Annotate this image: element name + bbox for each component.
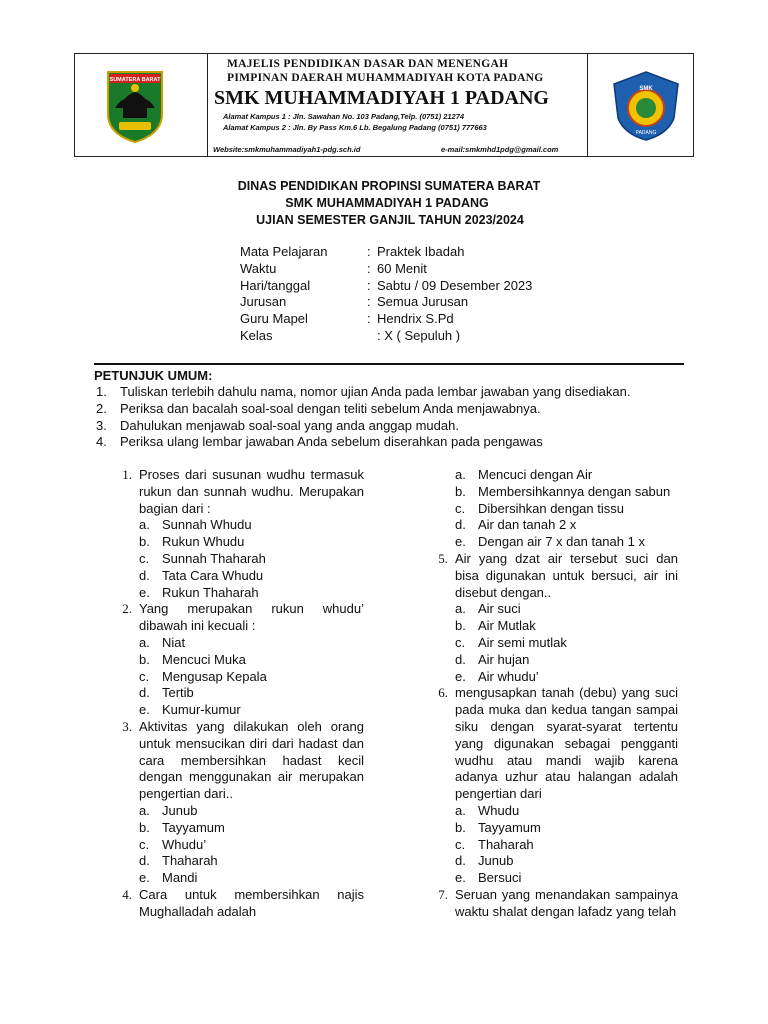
answer-option xyxy=(110,635,364,652)
school-name: SMK MUHAMMADIYAH 1 PADANG xyxy=(214,87,549,109)
question-number: 6. xyxy=(438,685,448,701)
section-rule xyxy=(94,363,684,365)
info-value: 60 Menit xyxy=(377,260,427,276)
option-letter: a. xyxy=(455,601,466,617)
answer-option xyxy=(426,618,678,635)
option-text: Air Mutlak xyxy=(478,618,536,634)
option-text: Air suci xyxy=(478,601,521,617)
option-text: Niat xyxy=(162,634,186,650)
answer-option xyxy=(426,870,678,887)
answer-option xyxy=(426,853,678,870)
question-number: 1. xyxy=(122,467,132,482)
instruction-number: 1. xyxy=(96,384,107,399)
answer-option xyxy=(426,669,678,686)
option-text: Rukun Thaharah xyxy=(162,584,259,600)
question-block xyxy=(110,719,364,887)
question xyxy=(426,685,678,803)
answer-option xyxy=(110,585,364,602)
option-text: Sunnah Thaharah xyxy=(162,550,266,566)
instructions-title: PETUNJUK UMUM: xyxy=(94,368,213,383)
exam-title xyxy=(0,178,768,229)
info-value: Hendrix S.Pd xyxy=(377,311,454,327)
answer-option xyxy=(110,669,364,686)
option-text: Mandi xyxy=(162,870,198,886)
option-text: Air whudu’ xyxy=(478,668,539,684)
answer-option xyxy=(110,534,364,551)
question-block xyxy=(110,887,364,921)
answer-option xyxy=(426,803,678,820)
option-letter: d. xyxy=(139,853,150,869)
option-letter: c. xyxy=(139,836,150,852)
question-number: 2. xyxy=(122,601,132,617)
instruction-number: 2. xyxy=(96,400,107,416)
option-letter: b. xyxy=(455,483,466,499)
info-separator: : xyxy=(367,244,371,259)
info-label: Kelas xyxy=(240,327,273,343)
instruction-text: Dahulukan menjawab soal-soal yang anda anggap mudah. xyxy=(120,417,459,433)
question-number: 5. xyxy=(438,550,448,566)
answer-option xyxy=(110,820,364,837)
option-text: Mencuci dengan Air xyxy=(478,467,593,482)
question-text: Aktivitas yang dilakukan oleh orang untuk mensucikan diri dari hadast dan cara membersihkan hadast kecil dengan menggunakan air merupakan pengertian dari.. xyxy=(139,718,364,802)
answer-option xyxy=(426,501,678,518)
option-text: Air hujan xyxy=(478,651,530,667)
title-line2: SMK MUHAMMADIYAH 1 PADANG xyxy=(285,196,489,210)
option-letter: b. xyxy=(139,819,150,835)
info-label: Guru Mapel xyxy=(240,311,308,327)
info-separator: : xyxy=(367,311,371,327)
address-campus-2: Alamat Kampus 2 : Jln. By Pass Km.6 Lb. Begalung Padang (0751) 777663 xyxy=(223,123,487,132)
option-letter: c. xyxy=(139,550,150,566)
answer-option xyxy=(426,820,678,837)
answer-option xyxy=(426,484,678,501)
title-line3: UJIAN SEMESTER GANJIL TAHUN 2023/2024 xyxy=(256,213,524,227)
answer-option xyxy=(426,534,678,551)
option-letter: a. xyxy=(139,517,150,533)
option-text: Dibersihkan dengan tissu xyxy=(478,500,624,516)
info-label: Jurusan xyxy=(240,294,287,310)
question xyxy=(426,887,678,921)
option-letter: b. xyxy=(455,618,466,634)
answer-option xyxy=(426,635,678,652)
option-letter: d. xyxy=(139,567,150,583)
answer-option xyxy=(110,652,364,669)
question xyxy=(110,887,364,921)
answer-option xyxy=(426,601,678,618)
option-text: Thaharah xyxy=(478,836,534,852)
question xyxy=(110,467,364,517)
option-letter: c. xyxy=(455,836,466,852)
emblem-caption: SUMATERA BARAT xyxy=(109,77,161,83)
info-label: Mata Pelajaran xyxy=(240,244,328,259)
letterhead-line1: MAJELIS PENDIDIKAN DASAR DAN MENENGAH xyxy=(227,58,509,70)
question-number: 7. xyxy=(438,886,448,902)
option-letter: c. xyxy=(455,634,466,650)
option-text: Tayyamum xyxy=(478,819,541,835)
option-letter: e. xyxy=(139,702,150,718)
option-letter: a. xyxy=(455,802,466,818)
question xyxy=(110,601,364,635)
instruction-number: 3. xyxy=(96,417,107,433)
divider xyxy=(207,54,208,156)
answer-option xyxy=(110,568,364,585)
option-letter: d. xyxy=(455,517,466,533)
answer-option xyxy=(110,702,364,719)
option-letter: d. xyxy=(455,651,466,667)
answer-option xyxy=(110,853,364,870)
answer-option xyxy=(110,870,364,887)
question xyxy=(110,719,364,803)
option-text: Mencuci Muka xyxy=(162,651,246,667)
question-block xyxy=(426,467,678,551)
email-text: e-mail:smkmhd1pdg@gmail.com xyxy=(441,145,559,154)
question-number: 4. xyxy=(122,886,132,902)
option-text: Dengan air 7 x dan tanah 1 x xyxy=(478,534,645,550)
option-letter: a. xyxy=(455,467,466,482)
option-letter: b. xyxy=(139,534,150,550)
instruction-text: Periksa dan bacalah soal-soal dengan teliti sebelum Anda menjawabnya. xyxy=(120,400,541,416)
option-text: Bersuci xyxy=(478,870,522,886)
letterhead xyxy=(74,53,694,157)
question-block xyxy=(426,887,678,921)
instruction-text: Tuliskan terlebih dahulu nama, nomor ujian Anda pada lembar jawaban yang disediakan. xyxy=(120,384,631,399)
option-text: Membersihkannya dengan sabun xyxy=(478,483,671,499)
option-letter: a. xyxy=(139,802,150,818)
title-line1: DINAS PENDIDIKAN PROPINSI SUMATERA BARAT xyxy=(237,179,541,193)
option-letter: e. xyxy=(455,534,466,550)
answer-option xyxy=(426,652,678,669)
option-text: Junub xyxy=(162,802,198,818)
info-value: Praktek Ibadah xyxy=(377,244,465,259)
option-text: Rukun Whudu xyxy=(162,534,245,550)
address-campus-1: Alamat Kampus 1 : Jln. Sawahan No. 103 Padang,Telp. (0751) 21274 xyxy=(223,112,465,121)
sumatera-barat-emblem-icon xyxy=(105,70,165,144)
question-block xyxy=(426,551,678,685)
info-value: : X ( Sepuluh ) xyxy=(377,327,461,343)
option-text: Tata Cara Whudu xyxy=(162,567,264,583)
info-separator: : xyxy=(367,260,371,276)
question-text: mengusapkan tanah (debu) yang suci pada muka dan kedua tangan sampai siku dengan syarat-syarat tertentu yang digunakan sebagai pengganti wudhu atau mandi wajib karena adanya uzhur atau halangan adalah pengertian dari xyxy=(455,685,678,802)
answer-option xyxy=(426,467,678,484)
answer-option xyxy=(110,837,364,854)
website-text: Website:smkmuhammadiyah1-pdg.sch.id xyxy=(213,145,361,154)
question xyxy=(426,551,678,601)
info-value: Sabtu / 09 Desember 2023 xyxy=(377,277,533,293)
option-letter: b. xyxy=(455,819,466,835)
answer-option xyxy=(110,517,364,534)
question-block xyxy=(110,467,364,601)
option-text: Sunnah Whudu xyxy=(162,517,252,533)
school-logo-icon xyxy=(610,70,682,142)
info-value: Semua Jurusan xyxy=(377,294,469,310)
option-letter: e. xyxy=(139,584,150,600)
answer-option xyxy=(426,517,678,534)
info-label: Hari/tanggal xyxy=(240,277,311,293)
question-text: Proses dari susunan wudhu termasuk rukun dan sunnah wudhu. Merupakan bagian dari : xyxy=(139,467,364,516)
option-text: Tayyamum xyxy=(162,819,225,835)
option-letter: a. xyxy=(139,634,150,650)
option-text: Junub xyxy=(478,853,514,869)
option-letter: d. xyxy=(455,853,466,869)
answer-option xyxy=(110,803,364,820)
option-text: Whudu xyxy=(478,802,520,818)
option-letter: d. xyxy=(139,685,150,701)
answer-option xyxy=(110,685,364,702)
instruction-text: Periksa ulang lembar jawaban Anda sebelum diserahkan pada pengawas xyxy=(120,434,543,450)
option-letter: c. xyxy=(455,500,466,516)
option-text: Air semi mutlak xyxy=(478,634,567,650)
option-text: Kumur-kumur xyxy=(162,702,241,718)
option-text: Air dan tanah 2 x xyxy=(478,517,577,533)
questions-column-left xyxy=(110,467,364,921)
info-label: Waktu xyxy=(240,260,277,276)
option-text: Tertib xyxy=(162,685,194,701)
instruction-number: 4. xyxy=(96,434,107,450)
answer-option xyxy=(110,551,364,568)
letterhead-line2: PIMPINAN DAERAH MUHAMMADIYAH KOTA PADANG xyxy=(227,72,544,84)
questions-column-right xyxy=(426,467,678,921)
option-letter: e. xyxy=(455,668,466,684)
question-block xyxy=(426,685,678,887)
question-number: 3. xyxy=(122,718,132,734)
divider xyxy=(587,54,588,156)
info-separator: : xyxy=(367,277,371,293)
option-letter: e. xyxy=(455,870,466,886)
logo-top-text: SMK xyxy=(639,86,653,92)
option-text: Mengusap Kepala xyxy=(162,668,267,684)
option-letter: c. xyxy=(139,668,150,684)
logo-bottom-text: PADANG xyxy=(635,130,657,136)
question-block xyxy=(110,601,364,719)
option-letter: b. xyxy=(139,651,150,667)
answer-option xyxy=(426,837,678,854)
question-text: Air yang dzat air tersebut suci dan bisa digunakan untuk bersuci, air ini disebut dengan.. xyxy=(455,550,678,600)
option-letter: e. xyxy=(139,870,150,886)
info-separator: : xyxy=(367,294,371,310)
question-text: Seruan yang menandakan sampainya waktu shalat dengan lafadz yang telah xyxy=(455,886,678,919)
option-text: Whudu’ xyxy=(162,836,207,852)
option-text: Thaharah xyxy=(162,853,218,869)
question-text: Cara untuk membersihkan najis Mughalladah adalah xyxy=(139,886,364,919)
question-text: Yang merupakan rukun whudu’ dibawah ini kecuali : xyxy=(139,601,364,634)
